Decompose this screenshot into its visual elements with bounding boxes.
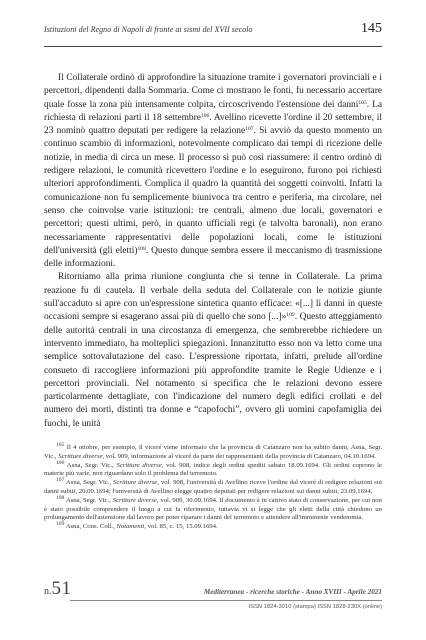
body-text: . La richiesta di relazioni partì il 18 settembre bbox=[44, 99, 383, 123]
footnote-italic-title: Notamenti bbox=[116, 523, 145, 531]
footnote bbox=[44, 444, 382, 462]
footnote-text: Il 4 ottobre, per esempio, il viceré viene informato che la provincia di Catanzaro non ha subito danni, Asna, Segr. Vic., bbox=[44, 444, 382, 460]
footnote bbox=[44, 479, 382, 497]
header-rule bbox=[44, 46, 382, 47]
running-header bbox=[44, 21, 382, 37]
footnote-number: 107 bbox=[56, 477, 65, 484]
footnote-text: Asna, Segr. Vic., bbox=[66, 461, 117, 469]
body-paragraph-2 bbox=[44, 271, 382, 431]
footnote-italic-title: Scritture diverse bbox=[58, 452, 103, 460]
footnote-italic-title: Scritture diverse bbox=[113, 479, 158, 487]
body-text: . Si avviò da questo momento un continuo scambio di informazioni, notevolmente complicato dai tempi di ricezione delle notizie, in media di circa un mese. Il processo si può così riassumere: il centro ordinò di redigere relazioni, le comunità ricevettero l'ordine e lo eseguirono, furono poi richiesti ulteriori approfondimenti. Complica il quadro la quantità dei soggetti coinvolti. Infatti la comunicazione non fu semplicemente biunivoca tra centro e periferia, ma circolare, nel senso che coinvolse varie istituzioni: tre centrali, almeno due locali, governatori e percettori; questi ultimi, però, in quanto ufficiali regi (e talvolta baronali), non erano necessariamente rappresentativi delle popolazioni locali, come le istituzioni dell'università (gli eletti) bbox=[44, 126, 382, 256]
footnote-number: 106 bbox=[56, 459, 65, 466]
issn-line: ISSN 1824-3010 (stampa) ISSN 1828-230X (online) bbox=[248, 604, 382, 610]
footnote-text: , vol. 909, 30.09.1694. Il documento è in cattivo stato di conservazione, per cui non è stato possibile comprendere il luogo a cui fa riferimento, tuttavia vi si legge che gli eletti della città chiedono un prolungamento dell'astensione dal lavoro per poter riparare i danni del terremoto e attendere all'imminente vendemmia. bbox=[44, 496, 382, 522]
footnote-text: , vol. 85, c. 15, 15.09.1694. bbox=[144, 523, 218, 531]
footnote-ref[interactable]: 108 bbox=[137, 245, 146, 252]
issue-number-value: 51 bbox=[51, 578, 72, 599]
footnote-text: Asna, Cons. Coll., bbox=[65, 523, 117, 531]
footnote-text: Asna, Segr. Vic., bbox=[65, 479, 114, 487]
footnote-number: 108 bbox=[56, 494, 65, 501]
footnote-ref[interactable]: 106 bbox=[200, 112, 210, 119]
body-text: . Questo dunque sembra essere il meccanismo di trasmissione delle informazioni. bbox=[44, 245, 382, 270]
footnote-ref[interactable]: 107 bbox=[245, 126, 254, 133]
footnote bbox=[44, 494, 382, 523]
footnote-ref[interactable]: 109 bbox=[286, 312, 295, 319]
body-text: Ritorniamo alla prima riunione congiunta che si tenne in Collaterale. La prima reazione fu di cautela. Il verbale della seduta del Collaterale con le notizie giunte sull'accaduto si apre con un'espressione sintetica quanto efficace: «[...] li danni in queste occasioni sempre si esagerano assai più di quello che sono [...]» bbox=[44, 272, 382, 323]
body-text: . Avellino ricevette l'ordine il 20 settembre, il 23 nominò quattro deputati per redigere la relazione bbox=[44, 112, 382, 137]
main-text bbox=[44, 72, 382, 431]
footnote-text: , vol. 909, informazione al viceré da parte dei rappresentanti della provincia di Catanzaro, 04.10.1694. bbox=[102, 452, 376, 460]
issue-number bbox=[44, 578, 72, 600]
footnote-text: Asna, Segr. Vic., bbox=[65, 496, 113, 504]
body-text: Il Collaterale ordinò di approfondire la situazione tramite i governatori provinciali e i percettori, dipendenti dalla Sommaria. Come ci mostrano le fonti, fu necessario accertare quale fosse la zona più intensamente colpita, circoscrivendo l'estensione dei danni bbox=[44, 73, 382, 110]
footnote-text: , vol. 908, l'università di Avellino riceve l'ordine dal viceré di redigere relazioni sui danni subiti, 20.09.1694; l'università di Avellino elegge quattro deputati per redigere relazioni sui danni subiti, 23.09.1694. bbox=[44, 479, 383, 495]
issue-prefix: n. bbox=[44, 586, 52, 597]
footnote-italic-title: Scritture diverse bbox=[112, 496, 157, 504]
running-title: Istituzioni del Regno di Napoli di fronte ai sismi del XVII secolo bbox=[44, 25, 253, 34]
footnotes bbox=[44, 444, 382, 532]
footnote-italic-title: Scritture diverse bbox=[116, 461, 162, 469]
footnote-number: 109 bbox=[56, 521, 65, 528]
body-text: . Questo atteggiamento delle autorità centrali in una circostanza di emergenza, che sembrerebbe richiedere un intervento immediato, ha molteplici spiegazioni. Innanzitutto esso non va letto come una semplice sottovalutazione del caso. L'espressione riportata, infatti, prelude all'ordine consueto di raccogliere informazioni più approfondite tramite le Regie Udienze e i percettori provinciali. Nel notamento si specifica che le relazioni devono essere particolarmente dettagliate, con l'indicazione del numero degli edifici crollati e del numero dei morti, distinti tra donne e “capofochi”, ovvero gli uomini capofamiglia dei fuochi, le unità bbox=[44, 312, 382, 429]
journal-title: Mediterranea - ricerche storiche - Anno XVIII - Aprile 2021 bbox=[203, 588, 382, 596]
footnote-number: 105 bbox=[56, 442, 65, 448]
footer-rule bbox=[70, 600, 382, 601]
footnote-text: , vol. 908, indice degli ordini spediti sabato 18.09.1694. Gli ordini coprono le materie più varie, non riguardano solo il problema del terremoto. bbox=[44, 461, 382, 478]
footnote bbox=[44, 459, 382, 480]
body-paragraph-1 bbox=[44, 72, 382, 271]
footnote bbox=[44, 523, 382, 532]
page-number: 145 bbox=[361, 21, 382, 36]
footnote-ref[interactable]: 105 bbox=[358, 99, 367, 106]
